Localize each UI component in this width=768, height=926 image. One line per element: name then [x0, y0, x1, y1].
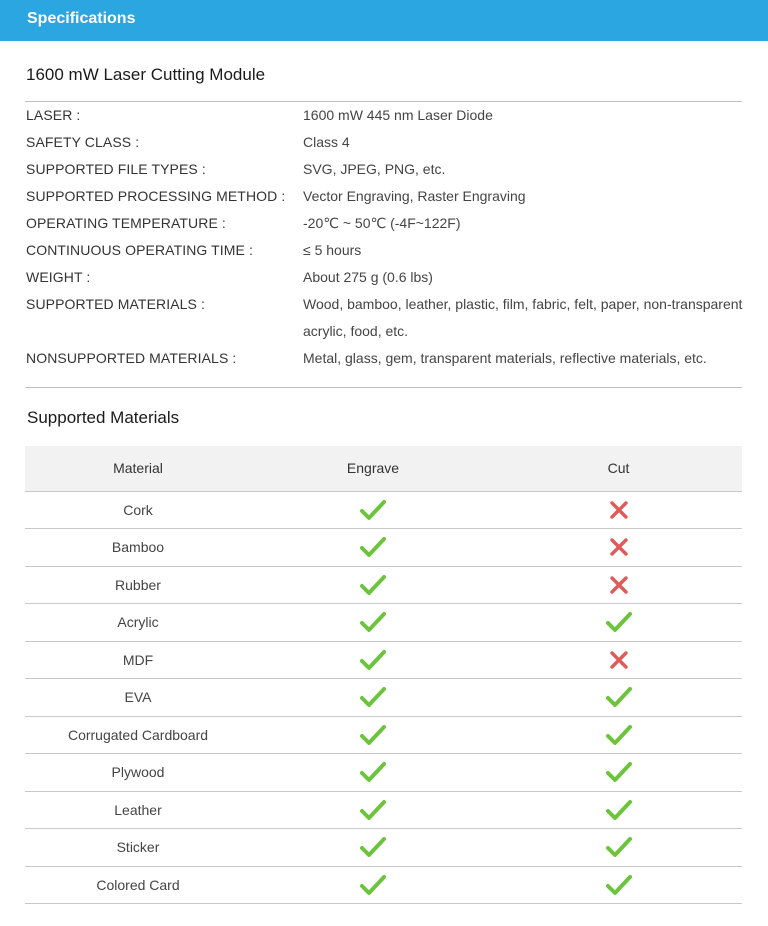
cut-cell — [495, 791, 742, 829]
check-icon — [606, 761, 632, 783]
material-name: MDF — [122, 651, 154, 668]
spec-value: ≤ 5 hours — [303, 242, 362, 258]
check-icon — [606, 836, 632, 858]
cut-cell — [495, 866, 742, 904]
material-name: Leather — [114, 801, 162, 818]
table-row — [25, 754, 742, 792]
spec-label: SUPPORTED PROCESSING METHOD : — [26, 188, 286, 204]
material-name: Rubber — [115, 576, 161, 593]
engrave-cell — [251, 566, 495, 604]
check-icon — [360, 499, 386, 521]
material-name: Bamboo — [111, 539, 165, 556]
material-name: Sticker — [116, 839, 160, 856]
spec-value: Vector Engraving, Raster Engraving — [303, 188, 526, 204]
cut-cell — [495, 829, 742, 867]
material-name: EVA — [124, 689, 152, 706]
check-icon — [360, 649, 386, 671]
engrave-cell — [251, 716, 495, 754]
table-row — [25, 566, 742, 604]
divider-bottom — [25, 387, 742, 388]
table-header-row — [25, 446, 742, 491]
table-row — [25, 829, 742, 867]
cut-cell — [495, 641, 742, 679]
spec-label: NONSUPPORTED MATERIALS : — [26, 350, 237, 366]
engrave-cell — [251, 491, 495, 529]
spec-value: About 275 g (0.6 lbs) — [303, 269, 433, 285]
cross-icon — [609, 537, 629, 557]
table-row — [25, 529, 742, 567]
check-icon — [360, 761, 386, 783]
engrave-cell — [251, 679, 495, 717]
materials-table — [25, 446, 742, 904]
cross-icon — [609, 575, 629, 595]
check-icon — [360, 799, 386, 821]
engrave-cell — [251, 866, 495, 904]
module-title: 1600 mW Laser Cutting Module — [26, 65, 266, 84]
check-icon — [360, 686, 386, 708]
section-title: Supported Materials — [27, 408, 180, 427]
check-icon — [606, 874, 632, 896]
spec-label: LASER : — [26, 107, 81, 123]
spec-label: SAFETY CLASS : — [26, 134, 140, 150]
engrave-cell — [251, 529, 495, 567]
spec-label: WEIGHT : — [26, 269, 91, 285]
spec-label: SUPPORTED MATERIALS : — [26, 296, 205, 312]
spec-value: 1600 mW 445 nm Laser Diode — [303, 107, 493, 123]
check-icon — [606, 799, 632, 821]
material-name: Cork — [123, 501, 153, 518]
column-header-engrave: Engrave — [346, 460, 400, 477]
check-icon — [360, 611, 386, 633]
cut-cell — [495, 604, 742, 642]
cut-cell — [495, 566, 742, 604]
engrave-cell — [251, 829, 495, 867]
check-icon — [606, 724, 632, 746]
column-header-cut: Cut — [607, 460, 630, 477]
spec-value: Metal, glass, gem, transparent materials, reflective materials, etc. — [303, 350, 707, 366]
check-icon — [360, 724, 386, 746]
check-icon — [606, 686, 632, 708]
engrave-cell — [251, 604, 495, 642]
check-icon — [360, 874, 386, 896]
spec-value: Class 4 — [303, 134, 350, 150]
engrave-cell — [251, 641, 495, 679]
spec-value: Wood, bamboo, leather, plastic, film, fabric, felt, paper, non-transparent acrylic, food, etc. — [303, 296, 743, 339]
cut-cell — [495, 529, 742, 567]
cross-icon — [609, 650, 629, 670]
check-icon — [360, 836, 386, 858]
spec-label: SUPPORTED FILE TYPES : — [26, 161, 206, 177]
table-row — [25, 716, 742, 754]
table-row — [25, 679, 742, 717]
column-header-material: Material — [113, 460, 163, 477]
spec-label: CONTINUOUS OPERATING TIME : — [26, 242, 253, 258]
spec-label: OPERATING TEMPERATURE : — [26, 215, 226, 231]
table-row — [25, 791, 742, 829]
table-row — [25, 491, 742, 529]
check-icon — [606, 611, 632, 633]
material-name: Colored Card — [96, 876, 180, 893]
cut-cell — [495, 754, 742, 792]
engrave-cell — [251, 791, 495, 829]
check-icon — [360, 574, 386, 596]
cut-cell — [495, 716, 742, 754]
table-row — [25, 604, 742, 642]
table-row — [25, 866, 742, 904]
cut-cell — [495, 679, 742, 717]
table-row — [25, 641, 742, 679]
header-bar — [0, 0, 768, 41]
header-title: Specifications — [27, 10, 136, 27]
cut-cell — [495, 491, 742, 529]
table-body — [25, 491, 742, 904]
material-name: Plywood — [111, 764, 165, 781]
engrave-cell — [251, 754, 495, 792]
spec-value: -20℃ ~ 50℃ (-4F~122F) — [303, 215, 461, 231]
material-name: Corrugated Cardboard — [67, 726, 209, 743]
spec-value: SVG, JPEG, PNG, etc. — [303, 161, 446, 177]
check-icon — [360, 536, 386, 558]
cross-icon — [609, 500, 629, 520]
material-name: Acrylic — [117, 614, 159, 631]
